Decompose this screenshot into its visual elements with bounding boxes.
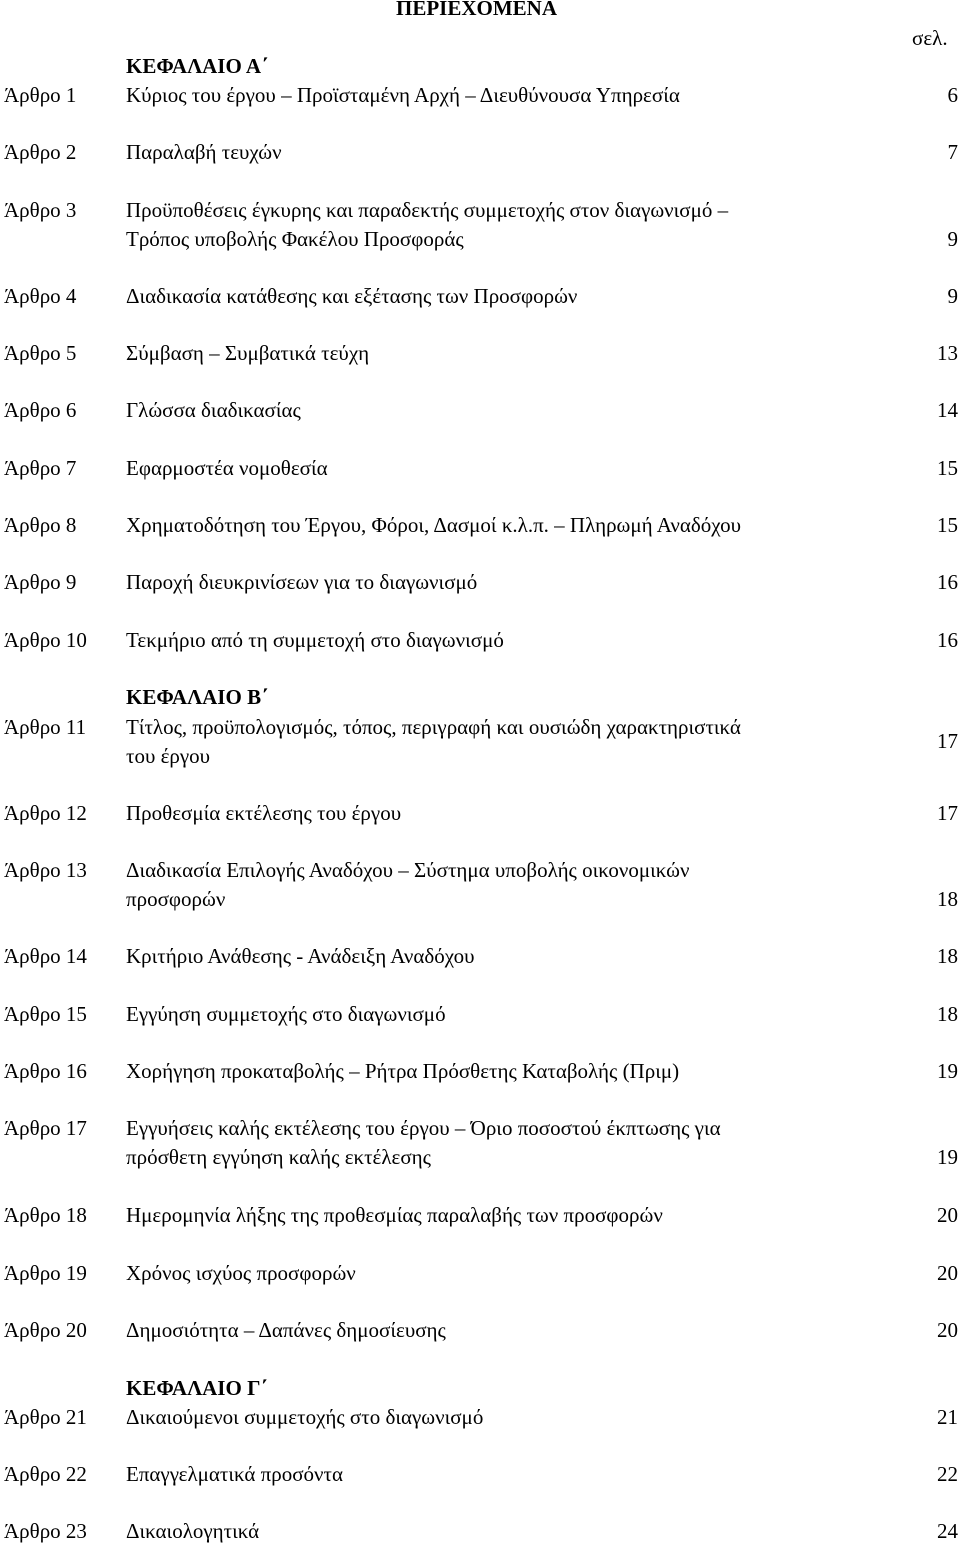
article-number: Άρθρο 5 [4, 341, 77, 365]
article-number: Άρθρο 16 [4, 1059, 87, 1083]
article-title [126, 1403, 866, 1432]
article-number: Άρθρο 14 [4, 944, 87, 968]
page-number: 6 [947, 83, 958, 107]
page-number: 15 [937, 513, 958, 537]
page-number: 20 [937, 1318, 958, 1342]
article-title [126, 713, 866, 771]
article-number: Άρθρο 10 [4, 628, 87, 652]
article-number: Άρθρο 19 [4, 1261, 87, 1285]
article-number: Άρθρο 2 [4, 140, 77, 164]
article-number: Άρθρο 12 [4, 801, 87, 825]
article-title-line: Χρηματοδότηση του Έργου, Φόροι, Δασμοί κ.λ.π. – Πληρωμή Αναδόχου [126, 513, 741, 537]
page-number: 19 [937, 1059, 958, 1083]
article-title [126, 1000, 866, 1029]
article-title [126, 138, 866, 167]
article-title-line: Σύμβαση – Συμβατικά τεύχη [126, 341, 370, 365]
article-title-line: Ημερομηνία λήξης της προθεσμίας παραλαβής των προσφορών [126, 1203, 663, 1227]
chapter-b-heading: ΚΕΦΑΛΑΙΟ Β΄ [126, 685, 269, 709]
article-title-line: Εφαρμοστέα νομοθεσία [126, 456, 328, 480]
article-title-line: Δικαιούμενοι συμμετοχής στο διαγωνισμό [126, 1405, 484, 1429]
article-title-line: Δημοσιότητα – Δαπάνες δημοσίευσης [126, 1318, 446, 1342]
article-title-line: Δικαιολογητικά [126, 1519, 260, 1543]
article-title [126, 1259, 866, 1288]
article-title-line: Παραλαβή τευχών [126, 140, 282, 164]
page-number: 20 [937, 1203, 958, 1227]
article-title [126, 396, 866, 425]
page-number: 19 [937, 1145, 958, 1169]
article-title [126, 196, 866, 254]
page-number: 16 [937, 570, 958, 594]
page-number: 9 [947, 284, 958, 308]
page-number: 7 [947, 140, 958, 164]
article-number: Άρθρο 1 [4, 83, 77, 107]
page-number: 21 [937, 1405, 958, 1429]
article-title-line: Διαδικασία Επιλογής Αναδόχου – Σύστημα υποβολής οικονομικών [126, 858, 690, 882]
article-number: Άρθρο 17 [4, 1116, 87, 1140]
article-title-line: Εγγύηση συμμετοχής στο διαγωνισμό [126, 1002, 446, 1026]
article-title-line: Διαδικασία κατάθεσης και εξέτασης των Προσφορών [126, 284, 578, 308]
article-number: Άρθρο 21 [4, 1405, 87, 1429]
page-number: 22 [937, 1462, 958, 1486]
article-title [126, 339, 866, 368]
article-number: Άρθρο 7 [4, 456, 77, 480]
article-title [126, 942, 866, 971]
page-number: 18 [937, 944, 958, 968]
article-number: Άρθρο 15 [4, 1002, 87, 1026]
article-title-line: Παροχή διευκρινίσεων για το διαγωνισμό [126, 570, 478, 594]
article-title [126, 282, 866, 311]
article-number: Άρθρο 23 [4, 1519, 87, 1543]
article-title-line: Γλώσσα διαδικασίας [126, 398, 301, 422]
article-title-line: Τρόπος υποβολής Φακέλου Προσφοράς [126, 227, 464, 251]
page-column-label: σελ. [912, 26, 948, 50]
chapter-c-heading: ΚΕΦΑΛΑΙΟ Γ΄ [126, 1376, 268, 1400]
article-title-line: Επαγγελματικά προσόντα [126, 1462, 343, 1486]
page-number: 9 [947, 227, 958, 251]
article-title [126, 626, 866, 655]
article-number: Άρθρο 13 [4, 858, 87, 882]
article-title [126, 81, 866, 110]
article-number: Άρθρο 18 [4, 1203, 87, 1227]
page-number: 16 [937, 628, 958, 652]
article-title [126, 799, 866, 828]
article-title-line: Χορήγηση προκαταβολής – Ρήτρα Πρόσθετης Καταβολής (Πριμ) [126, 1059, 680, 1083]
page-number: 20 [937, 1261, 958, 1285]
article-number: Άρθρο 3 [4, 198, 77, 222]
page-number: 18 [937, 1002, 958, 1026]
page-number: 24 [937, 1519, 958, 1543]
article-title-line: πρόσθετη εγγύηση καλής εκτέλεσης [126, 1145, 431, 1169]
page-number: 18 [937, 887, 958, 911]
article-title [126, 454, 866, 483]
article-number: Άρθρο 8 [4, 513, 77, 537]
page-number: 14 [937, 398, 958, 422]
article-title-line: Προϋποθέσεις έγκυρης και παραδεκτής συμμετοχής στον διαγωνισμό – [126, 198, 729, 222]
article-number: Άρθρο 11 [4, 715, 87, 739]
article-title [126, 856, 866, 914]
article-number: Άρθρο 22 [4, 1462, 87, 1486]
chapter-a-heading: ΚΕΦΑΛΑΙΟ Α΄ [126, 54, 269, 78]
article-title [126, 1460, 866, 1489]
page-number: 13 [937, 341, 958, 365]
article-number: Άρθρο 4 [4, 284, 77, 308]
page-number: 17 [937, 801, 958, 825]
article-title-line: Εγγυήσεις καλής εκτέλεσης του έργου – Όριο ποσοστού έκπτωσης για [126, 1116, 721, 1140]
article-number: Άρθρο 6 [4, 398, 77, 422]
article-title-line: Προθεσμία εκτέλεσης του έργου [126, 801, 402, 825]
article-title-line: Κριτήριο Ανάθεσης - Ανάδειξη Αναδόχου [126, 944, 475, 968]
article-title-line: Χρόνος ισχύος προσφορών [126, 1261, 356, 1285]
article-number: Άρθρο 20 [4, 1318, 87, 1342]
article-title [126, 511, 866, 540]
article-number: Άρθρο 9 [4, 570, 77, 594]
article-title-line: Τίτλος, προϋπολογισμός, τόπος, περιγραφή και ουσιώδη χαρακτηριστικά [126, 715, 741, 739]
page-number: 15 [937, 456, 958, 480]
article-title-line: Κύριος του έργου – Προϊσταμένη Αρχή – Διευθύνουσα Υπηρεσία [126, 83, 680, 107]
page-number: 17 [937, 729, 958, 753]
article-title [126, 1316, 866, 1345]
article-title [126, 1517, 866, 1546]
toc-heading: ΠΕΡΙΕΧΟΜΕΝΑ [396, 0, 558, 20]
article-title [126, 1201, 866, 1230]
article-title [126, 1057, 866, 1086]
article-title-line: προσφορών [126, 887, 226, 911]
article-title-line: του έργου [126, 744, 211, 768]
article-title [126, 568, 866, 597]
article-title [126, 1114, 866, 1172]
article-title-line: Τεκμήριο από τη συμμετοχή στο διαγωνισμό [126, 628, 504, 652]
